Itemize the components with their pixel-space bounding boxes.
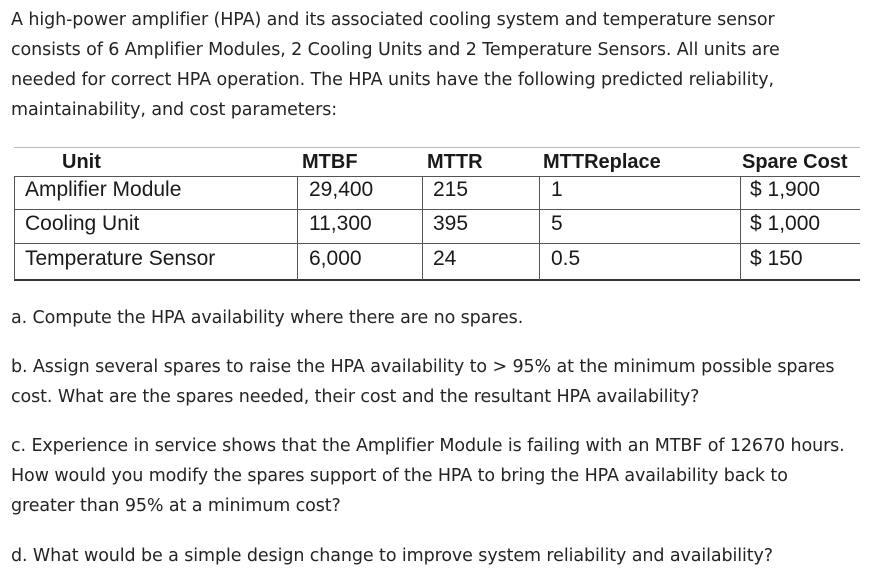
header-mttreplace: MTTReplace xyxy=(543,151,661,173)
question-b-line-2: cost. What are the spares needed, their cost and the resultant HPA availability? xyxy=(11,387,700,407)
cell-mttreplace-amplifier: 1 xyxy=(551,178,563,201)
question-a xyxy=(11,303,881,333)
table-row-rule-2 xyxy=(14,243,860,244)
question-b xyxy=(11,352,881,412)
table-col-divider-2 xyxy=(422,176,423,280)
question-c-line-3: greater than 95% at a minimum cost? xyxy=(11,496,341,516)
table-col-divider-1 xyxy=(297,176,298,280)
header-unit: Unit xyxy=(62,151,101,173)
table-col-divider-3 xyxy=(539,176,540,280)
cell-cost-amplifier: $ 1,900 xyxy=(750,178,821,201)
intro-line-1: A high-power amplifier (HPA) and its associated cooling system and temperature sensor xyxy=(11,10,775,30)
header-spare-cost: Spare Cost xyxy=(742,151,848,173)
question-c-line-2: How would you modify the spares support of the HPA to bring the HPA availability back to xyxy=(11,466,788,486)
table-row-rule-1 xyxy=(14,209,860,210)
intro-line-2: consists of 6 Amplifier Modules, 2 Cooling Units and 2 Temperature Sensors. All units are xyxy=(11,40,780,60)
cell-mtbf-sensor: 6,000 xyxy=(309,247,362,270)
question-d xyxy=(11,541,881,571)
header-mttr: MTTR xyxy=(427,151,483,173)
question-c xyxy=(11,431,881,521)
question-c-line-1: c. Experience in service shows that the Amplifier Module is failing with an MTBF of 12670 hours. xyxy=(11,436,845,456)
cell-mttr-cooling: 395 xyxy=(433,212,469,235)
cell-unit-amplifier: Amplifier Module xyxy=(25,178,182,201)
cell-cost-cooling: $ 1,000 xyxy=(750,212,821,235)
cell-mttr-sensor: 24 xyxy=(433,247,457,270)
cell-mtbf-amplifier: 29,400 xyxy=(309,178,374,201)
parameters-table xyxy=(14,147,860,281)
table-bottom-rule xyxy=(14,279,860,281)
cell-cost-sensor: $ 150 xyxy=(750,247,803,270)
table-col-divider-4 xyxy=(740,176,741,280)
table-top-rule xyxy=(14,147,860,148)
table-header-rule xyxy=(14,176,860,177)
question-a-line-1: a. Compute the HPA availability where there are no spares. xyxy=(11,308,524,328)
cell-mttreplace-cooling: 5 xyxy=(551,212,563,235)
intro-line-3: needed for correct HPA operation. The HPA units have the following predicted reliability, xyxy=(11,70,774,90)
problem-intro xyxy=(11,5,881,125)
intro-line-4: maintainability, and cost parameters: xyxy=(11,100,338,120)
table-col-divider-0 xyxy=(14,176,15,280)
question-b-line-1: b. Assign several spares to raise the HPA availability to > 95% at the minimum possible spares xyxy=(11,357,835,377)
cell-unit-cooling: Cooling Unit xyxy=(25,212,140,235)
cell-mtbf-cooling: 11,300 xyxy=(309,212,372,235)
header-mtbf: MTBF xyxy=(302,151,358,173)
cell-mttreplace-sensor: 0.5 xyxy=(551,247,581,270)
cell-unit-sensor: Temperature Sensor xyxy=(25,247,216,270)
cell-mttr-amplifier: 215 xyxy=(433,178,469,201)
question-d-line-1: d. What would be a simple design change to improve system reliability and availability? xyxy=(11,546,773,566)
